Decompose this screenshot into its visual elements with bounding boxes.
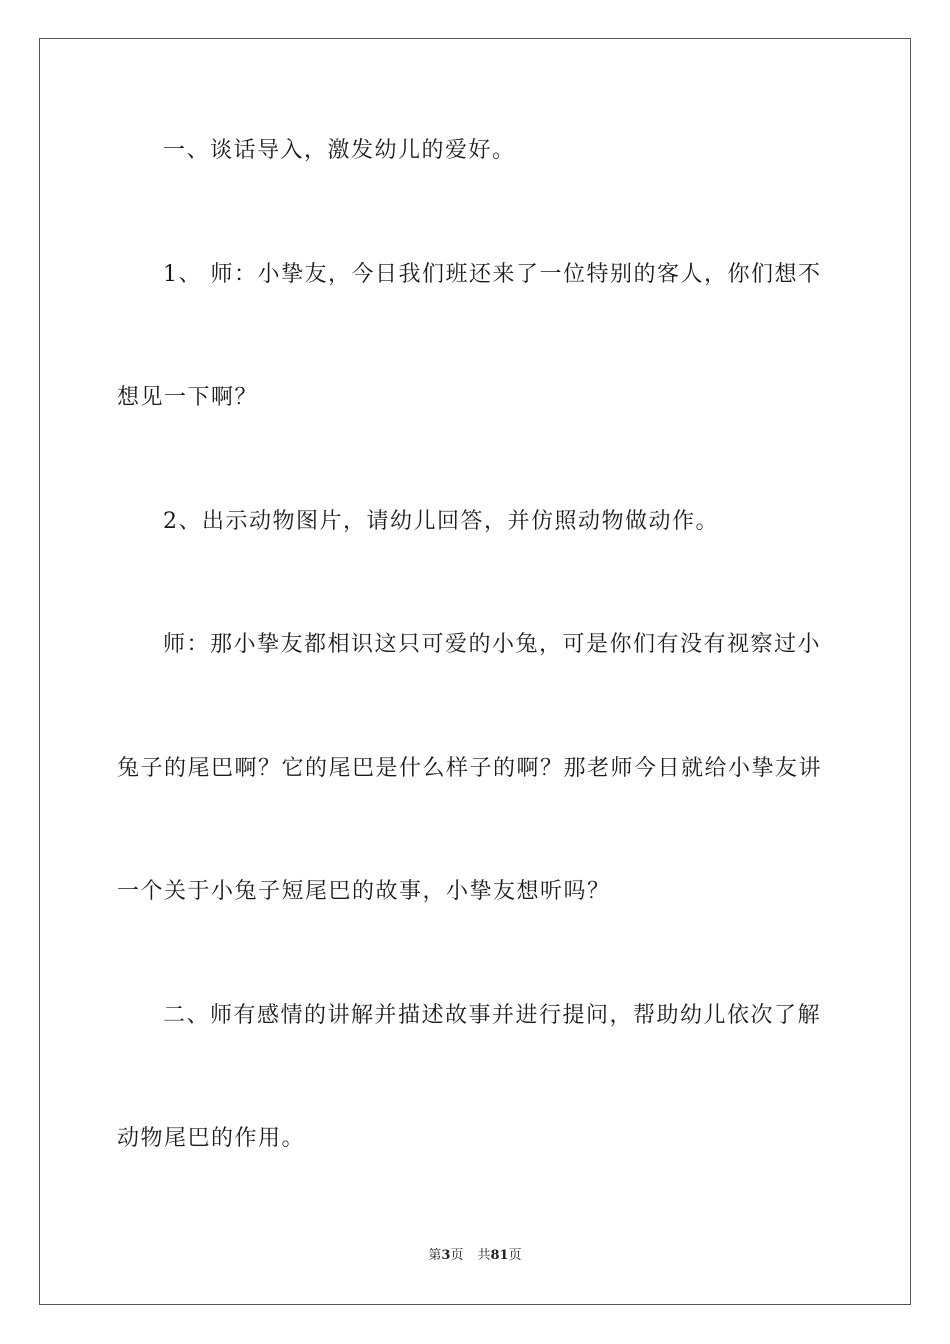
page-suffix: 页 xyxy=(450,1248,464,1263)
paragraph-line: 想见一下啊？ xyxy=(117,385,259,410)
page-frame xyxy=(39,38,911,1305)
paragraph-line: 兔子的尾巴啊？它的尾巴是什么样子的啊？那老师今日就给小挚友讲 xyxy=(117,756,823,781)
paragraph-line: 2、出示动物图片，请幼儿回答，并仿照动物做动作。 xyxy=(163,509,719,534)
section-heading-1: 一、谈话导入，激发幼儿的爱好。 xyxy=(163,138,516,163)
total-pages: 81 xyxy=(490,1248,509,1263)
paragraph-line: 师：那小挚友都相识这只可爱的小兔，可是你们有没有视察过小 xyxy=(163,632,822,657)
total-suffix: 页 xyxy=(508,1248,522,1263)
page-footer xyxy=(0,1247,950,1265)
paragraph-line: 一个关于小兔子短尾巴的故事，小挚友想听吗？ xyxy=(117,879,611,904)
paragraph-line: 动物尾巴的作用。 xyxy=(117,1126,306,1151)
page-number: 3 xyxy=(441,1248,451,1263)
page-prefix: 第 xyxy=(428,1248,442,1263)
section-heading-2: 二、师有感情的讲解并描述故事并进行提问，帮助幼儿依次了解 xyxy=(163,1003,822,1028)
paragraph-line: 1、 师：小挚友，今日我们班还来了一位特别的客人，你们想不 xyxy=(163,262,822,287)
total-prefix: 共 xyxy=(477,1248,491,1263)
